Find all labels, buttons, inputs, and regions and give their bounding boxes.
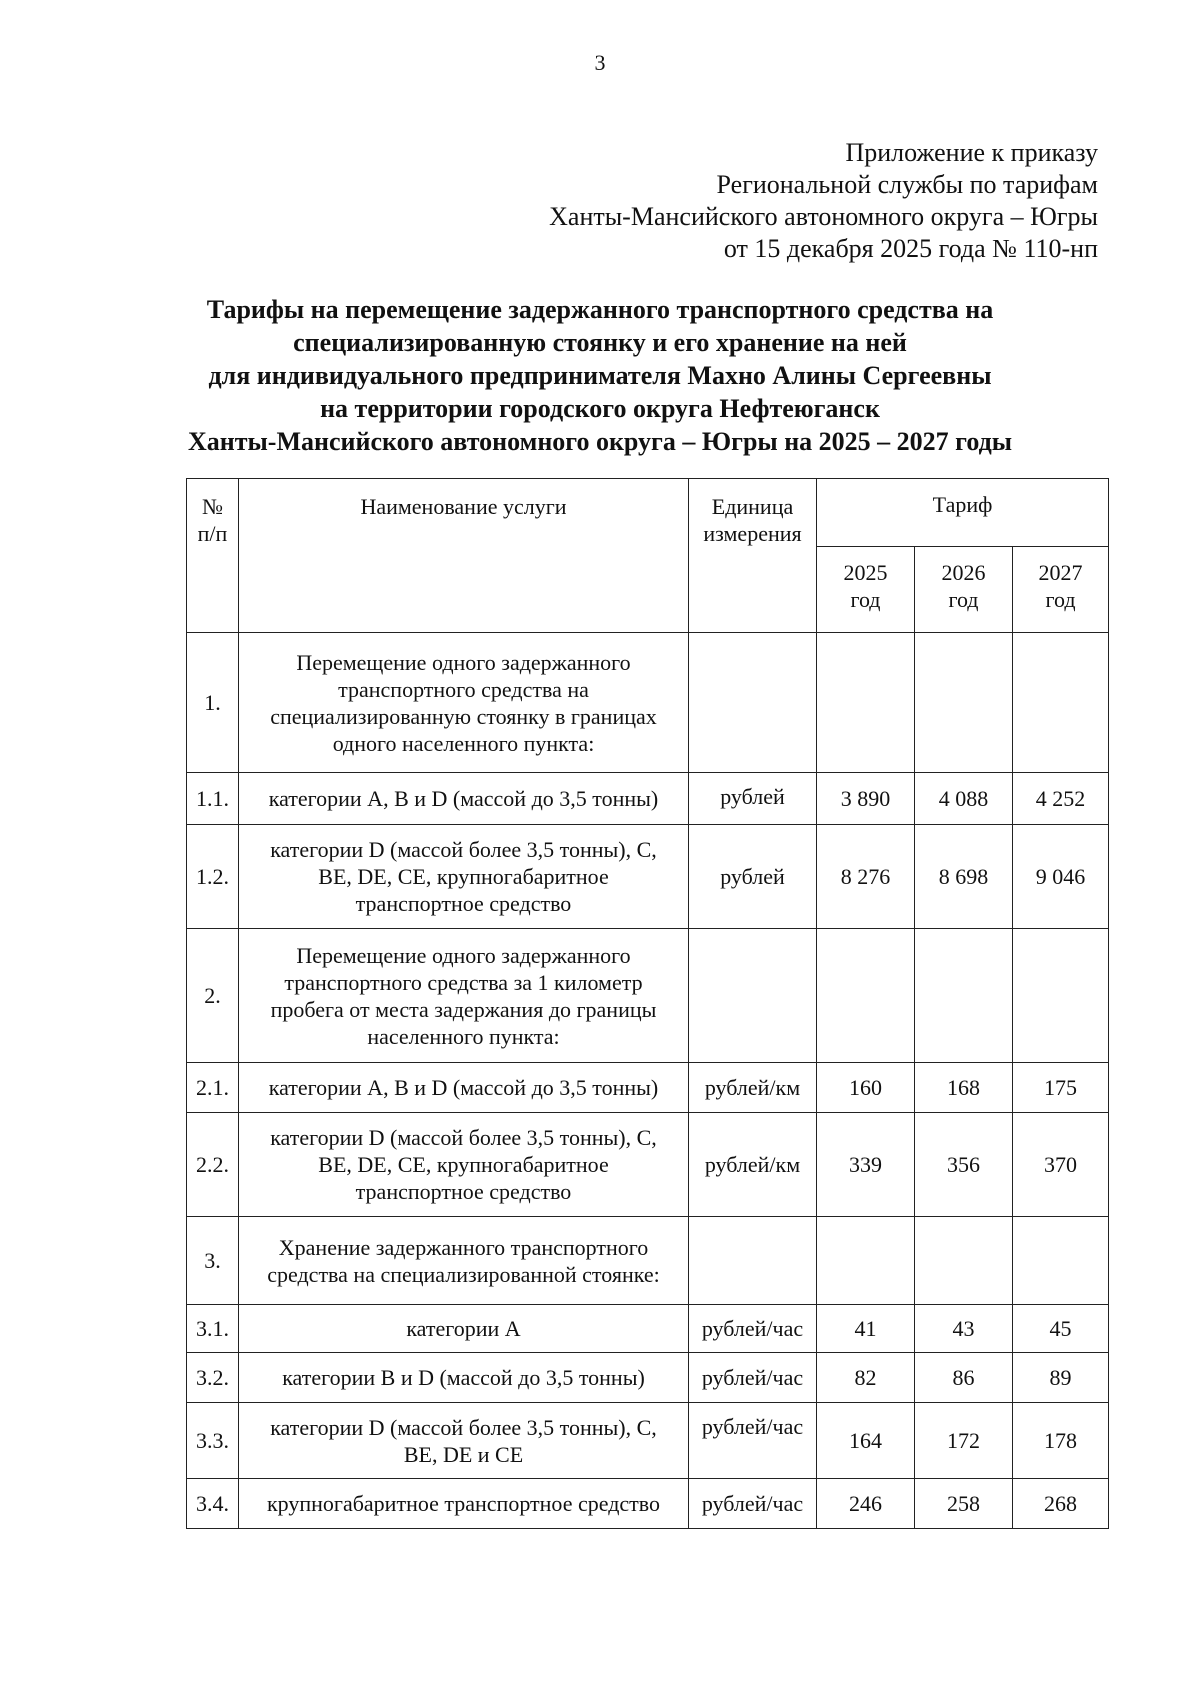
row-service-name [239,1063,689,1113]
title-line: специализированную стоянку и его хранение на ней [293,328,907,357]
service-name-line: категории D (массой более 3,5 тонны), C, [270,1125,657,1150]
table-row [187,1403,1109,1479]
table-row [187,773,1109,825]
service-name-line: транспортного средства за 1 километр [284,969,643,995]
row-service-name [239,1217,689,1305]
header-number-line1: № [202,494,223,519]
row-tariff-2026: 356 [915,1113,1013,1217]
header-unit-line1: Единица [711,494,794,519]
row-tariff-2026 [915,929,1013,1063]
service-name-line: Перемещение одного задержанного [296,649,631,675]
row-tariff-2026 [915,633,1013,773]
row-service-name [239,1479,689,1529]
service-name-line: транспортного средства на [338,676,589,702]
service-name-line: пробега от места задержания до границы [270,996,657,1022]
row-tariff-2026: 258 [915,1479,1013,1529]
row-tariff-2027: 9 046 [1013,825,1109,929]
header-year-value: 2026 [941,560,986,585]
row-service-name [239,1353,689,1403]
row-tariff-2027: 370 [1013,1113,1109,1217]
row-tariff-2025: 41 [817,1305,915,1353]
header-unit-line2: измерения [703,521,802,546]
service-name-line: категории B и D (массой до 3,5 тонны) [282,1365,645,1390]
row-number: 2.2. [187,1113,239,1217]
row-tariff-2025: 160 [817,1063,915,1113]
service-name-line: крупногабаритное транспортное средство [266,1491,661,1516]
row-tariff-2026 [915,1217,1013,1305]
service-name-line: специализированную стоянку в границах [270,703,657,729]
appendix-header [549,137,1098,265]
row-tariff-2025 [817,929,915,1063]
row-tariff-2025: 164 [817,1403,915,1479]
row-service-name [239,1305,689,1353]
appendix-line: Ханты-Мансийского автономного округа – Югры [549,202,1098,231]
header-year-2025 [817,547,915,633]
row-tariff-2025: 3 890 [817,773,915,825]
service-name-line: BE, DE и CE [403,1441,524,1467]
row-service-name [239,1113,689,1217]
row-number: 1.2. [187,825,239,929]
appendix-line: от 15 декабря 2025 года № 110-нп [723,234,1098,263]
service-name-line: населенного пункта: [367,1023,560,1049]
service-name-line: Хранение задержанного транспортного [278,1234,649,1260]
row-unit: рублей [689,825,817,929]
tariff-table [186,478,1109,1529]
row-number: 3.3. [187,1403,239,1479]
row-unit [689,633,817,773]
header-year-value: 2027 [1038,560,1083,585]
header-number-line2: п/п [197,521,228,546]
header-year-suffix: год [1045,587,1076,612]
row-tariff-2026: 86 [915,1353,1013,1403]
row-number: 3.4. [187,1479,239,1529]
service-name-line: BE, DE, CE, крупногабаритное [318,864,609,889]
page-number: 3 [594,50,606,75]
header-service-name: Наименование услуги [239,479,689,633]
document-title [90,293,1110,458]
service-name-line: категории D (массой более 3,5 тонны), C, [270,1414,657,1440]
row-tariff-2026: 43 [915,1305,1013,1353]
row-service-name [239,633,689,773]
service-name-line: категории A, B и D (массой до 3,5 тонны) [268,1075,659,1100]
row-tariff-2027: 45 [1013,1305,1109,1353]
header-tariff: Тариф [817,479,1109,547]
table-row [187,1217,1109,1305]
row-tariff-2025: 8 276 [817,825,915,929]
table-row [187,633,1109,773]
row-service-name [239,929,689,1063]
header-year-suffix: год [948,587,979,612]
header-unit [689,479,817,633]
row-service-name [239,1403,689,1479]
title-line: для индивидуального предпринимателя Махно Алины Сергеевны [208,361,992,390]
row-unit: рублей/час [689,1353,817,1403]
row-tariff-2027: 178 [1013,1403,1109,1479]
service-name-line: Перемещение одного задержанного [296,942,631,968]
header-year-2026 [915,547,1013,633]
header-year-value: 2025 [843,560,888,585]
service-name-line: категории A [406,1316,521,1341]
row-tariff-2027 [1013,929,1109,1063]
table-row [187,825,1109,929]
row-number: 3.2. [187,1353,239,1403]
row-number: 2. [187,929,239,1063]
row-tariff-2025: 246 [817,1479,915,1529]
row-number: 3.1. [187,1305,239,1353]
service-name-line: категории D (массой более 3,5 тонны), C, [270,837,657,862]
table-row [187,1113,1109,1217]
row-unit: рублей/км [689,1063,817,1113]
row-service-name [239,825,689,929]
row-tariff-2025: 339 [817,1113,915,1217]
row-tariff-2026: 172 [915,1403,1013,1479]
row-tariff-2027: 4 252 [1013,773,1109,825]
row-tariff-2025 [817,633,915,773]
appendix-line: Приложение к приказу [845,138,1098,167]
title-line: на территории городского округа Нефтеюганск [320,394,880,423]
header-number [187,479,239,633]
row-unit: рублей/час [689,1479,817,1529]
header-year-suffix: год [850,587,881,612]
row-number: 2.1. [187,1063,239,1113]
row-tariff-2025: 82 [817,1353,915,1403]
row-number: 1.1. [187,773,239,825]
header-year-2027 [1013,547,1109,633]
service-name-line: транспортное средство [355,1179,572,1204]
row-tariff-2026: 8 698 [915,825,1013,929]
table-row [187,1063,1109,1113]
row-tariff-2027 [1013,633,1109,773]
row-tariff-2027: 175 [1013,1063,1109,1113]
row-service-name [239,773,689,825]
service-name-line: транспортное средство [355,891,572,916]
row-unit [689,1217,817,1305]
tariff-table-body [187,633,1109,1529]
row-number: 1. [187,633,239,773]
row-unit: рублей/км [689,1113,817,1217]
service-name-line: BE, DE, CE, крупногабаритное [318,1152,609,1177]
row-tariff-2027 [1013,1217,1109,1305]
service-name-line: одного населенного пункта: [332,730,595,756]
row-unit [689,929,817,1063]
row-tariff-2025 [817,1217,915,1305]
service-name-line: средства на специализированной стоянке: [267,1261,660,1287]
title-line: Тарифы на перемещение задержанного транспортного средства на [206,295,994,324]
service-name-line: категории A, B и D (массой до 3,5 тонны) [268,786,659,811]
row-tariff-2027: 268 [1013,1479,1109,1529]
table-row [187,929,1109,1063]
row-tariff-2027: 89 [1013,1353,1109,1403]
appendix-line: Региональной службы по тарифам [716,170,1098,199]
table-row [187,1305,1109,1353]
row-unit: рублей/час [689,1403,817,1479]
row-tariff-2026: 168 [915,1063,1013,1113]
title-line: Ханты-Мансийского автономного округа – Югры на 2025 – 2027 годы [187,427,1013,456]
row-unit: рублей [689,773,817,825]
table-row [187,1353,1109,1403]
row-unit: рублей/час [689,1305,817,1353]
tariff-table-header [187,479,1109,633]
row-number: 3. [187,1217,239,1305]
row-tariff-2026: 4 088 [915,773,1013,825]
table-row [187,1479,1109,1529]
